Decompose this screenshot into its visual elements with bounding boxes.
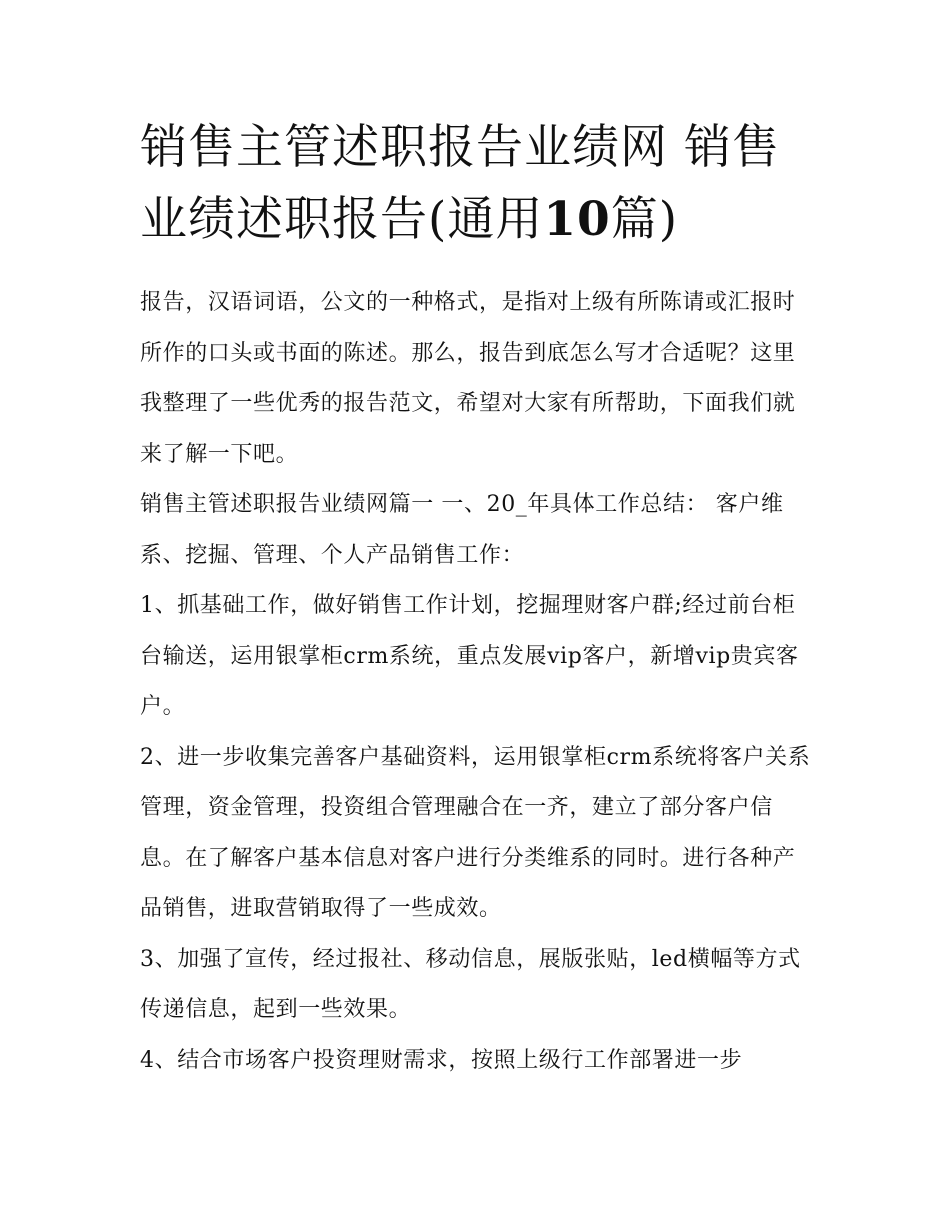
list-item-4: 4、结合市场客户投资理财需求，按照上级行工作部署进一步 xyxy=(140,1047,743,1073)
intro-paragraph: 报告，汉语词语，公文的一种格式，是指对上级有所陈请或汇报时所作的口头或书面的陈述。那么，报告到底怎么写才合适呢？这里我整理了一些优秀的报告范文，希望对大家有所帮助，下面我们就来了解一下吧。 xyxy=(140,290,796,467)
document-title: 销售主管述职报告业绩网 销售业绩述职报告(通用10篇) xyxy=(140,120,780,247)
list-item-2: 2、进一步收集完善客户基础资料，运用银掌柜crm系统将客户关系管理，资金管理，投资组合管理融合在一齐，建立了部分客户信息。在了解客户基本信息对客户进行分类维系的同时。进行各种产品销售，进取营销取得了一些成效。 xyxy=(140,744,811,921)
title-number: 10 xyxy=(543,192,611,247)
list-item-3: 3、加强了宣传，经过报社、移动信息，展版张贴，led横幅等方式传递信息，起到一些效果。 xyxy=(140,946,801,1022)
list-item-1: 1、抓基础工作，做好销售工作计划，挖掘理财客户群;经过前台柜台输送，运用银掌柜crm系统，重点发展vip客户，新增vip贵宾客户。 xyxy=(140,593,799,719)
document-body xyxy=(140,278,815,1086)
section-heading-paragraph: 销售主管述职报告业绩网篇一 一、20_年具体工作总结： 客户维系、挖掘、管理、个人产品销售工作： xyxy=(140,492,784,568)
